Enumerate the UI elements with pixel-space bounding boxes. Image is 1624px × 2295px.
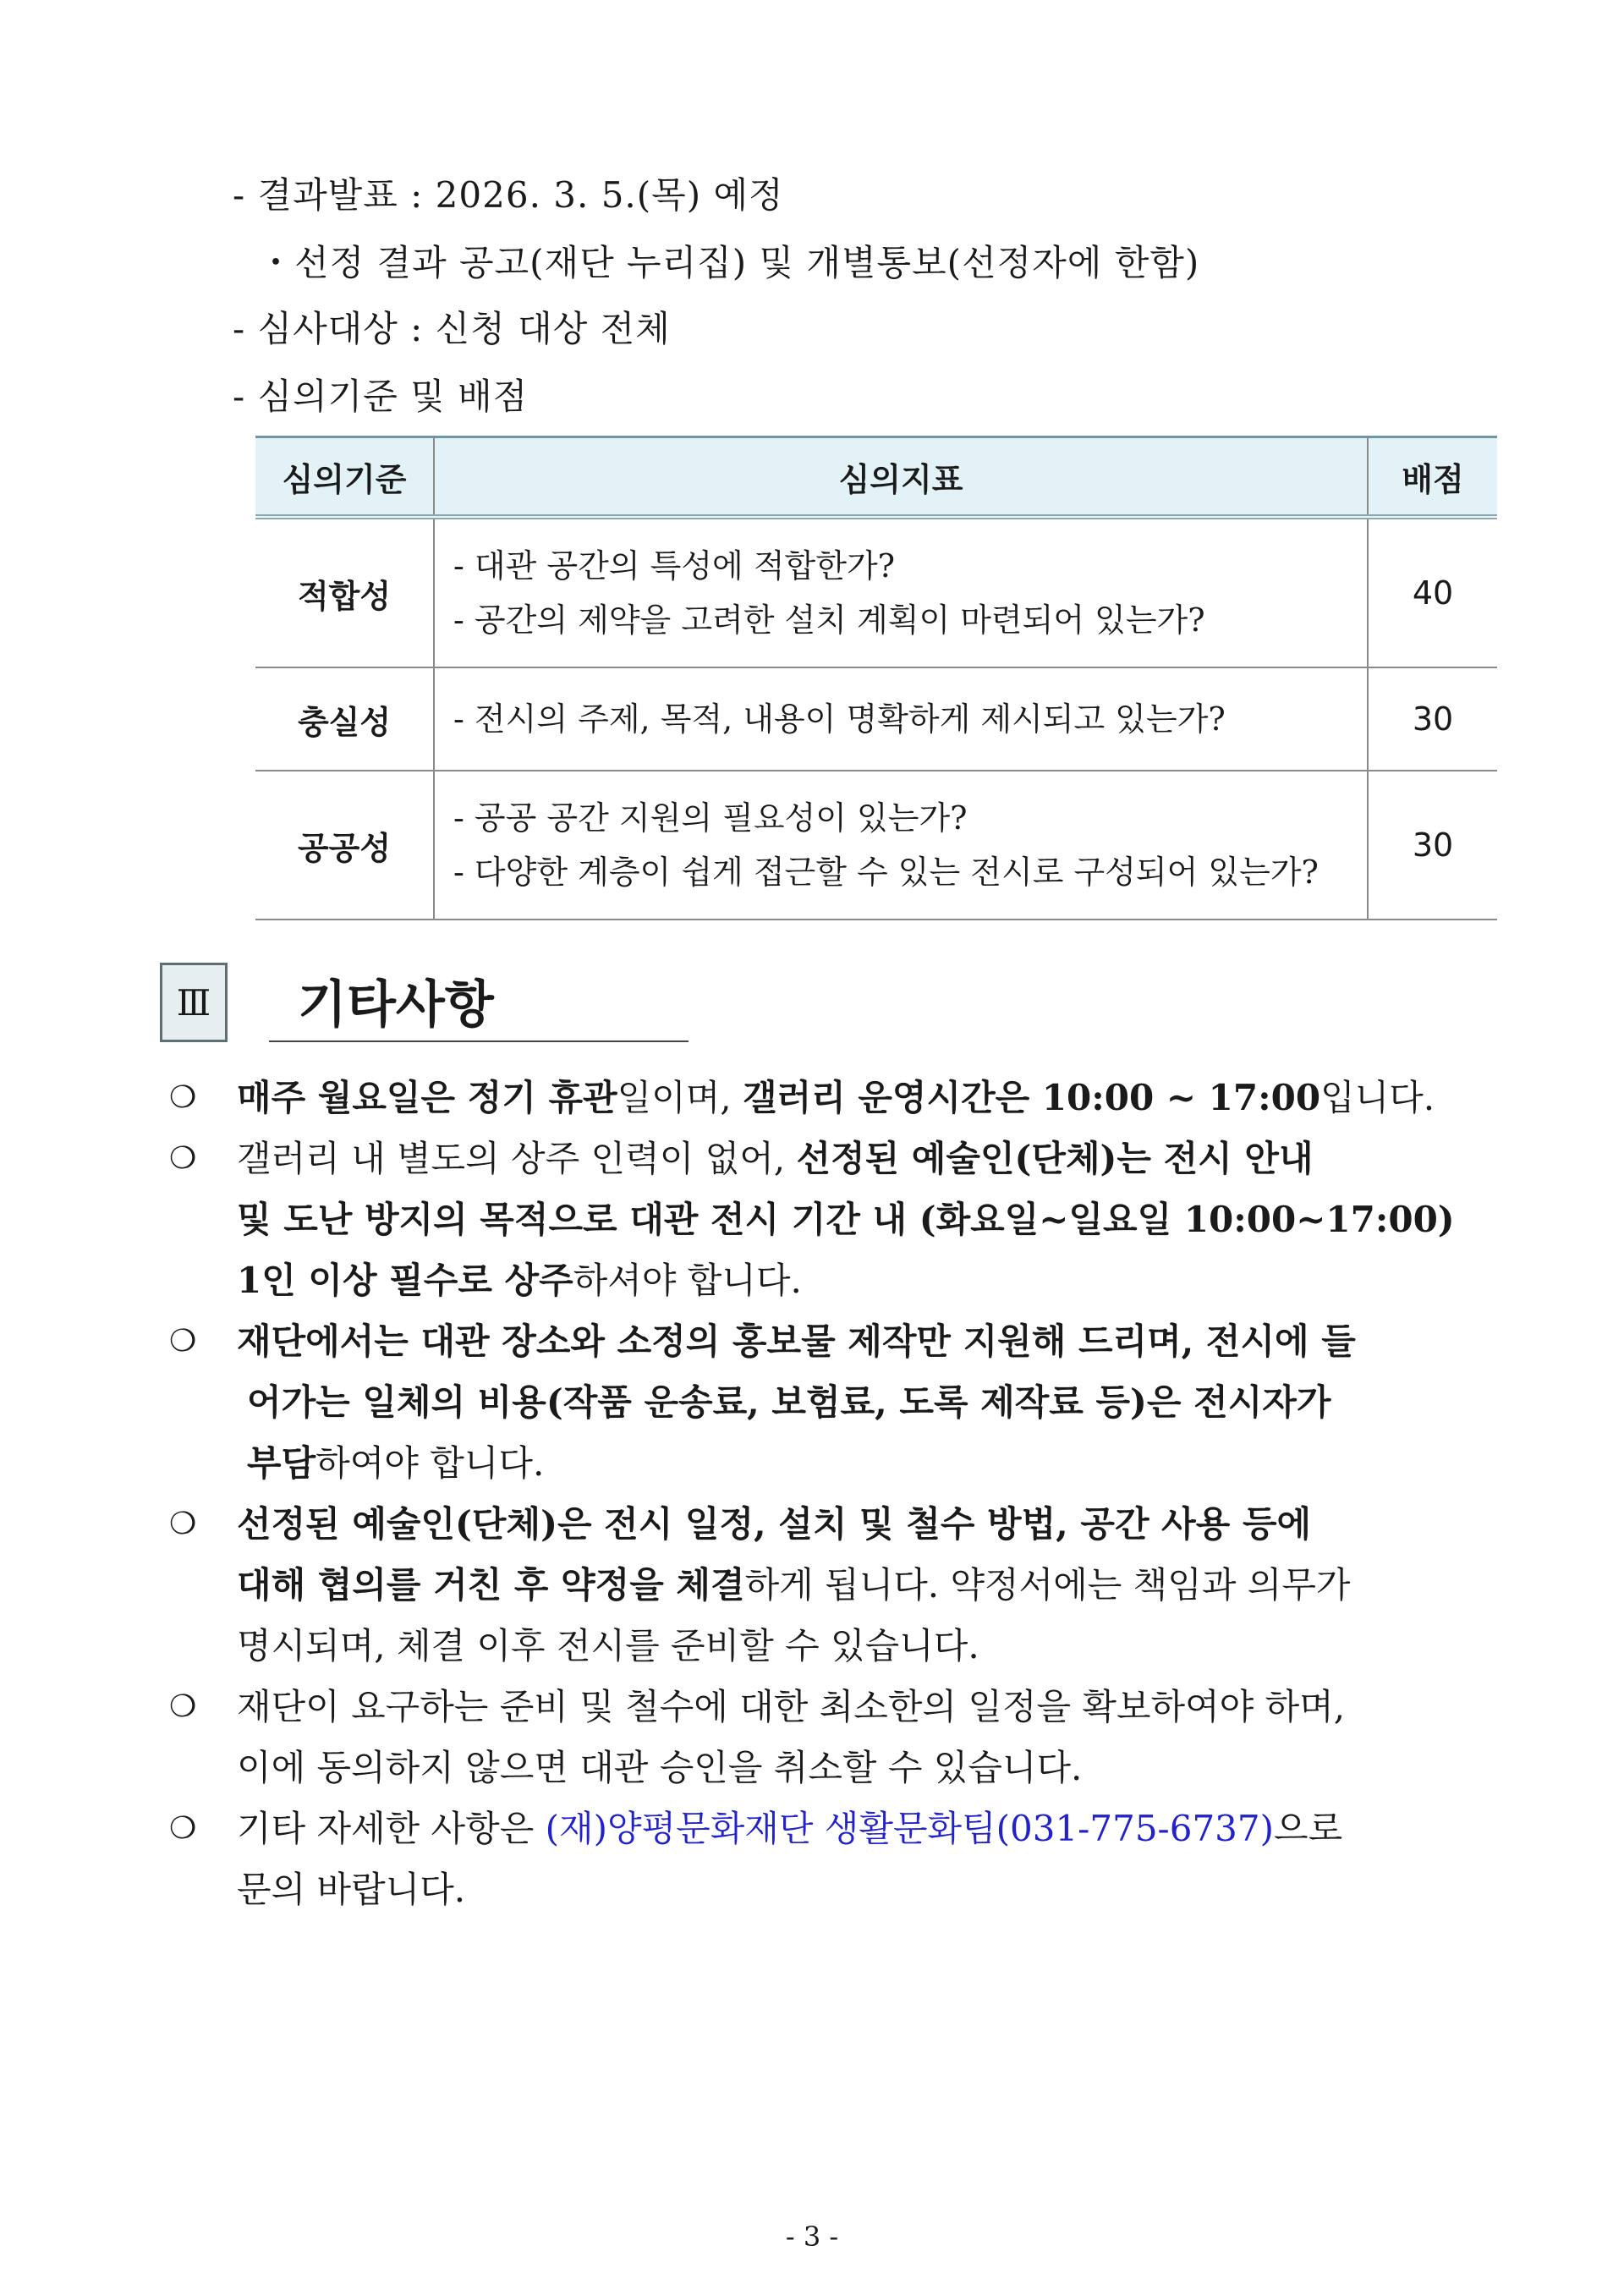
table-header-row bbox=[255, 437, 1497, 518]
bullet-text-bold: 대해 협의를 거친 후 약정을 체결 bbox=[237, 1564, 745, 1606]
selection-notice: ・선정 결과 공고(재단 누리집) 및 개별통보(선정자에 한함) bbox=[258, 242, 1200, 283]
score-cell: 30 bbox=[1368, 667, 1497, 771]
list-item bbox=[169, 1128, 1455, 1311]
list-item bbox=[169, 1068, 1435, 1128]
bullet-text: 기타 자세한 사항은 bbox=[237, 1808, 546, 1849]
bullet-text: 하게 됩니다. 약정서에는 책임과 의무가 bbox=[744, 1564, 1351, 1606]
score-cell: 30 bbox=[1368, 771, 1497, 920]
bullet-text: 문의 바랍니다. bbox=[237, 1869, 466, 1910]
bullet-text: 으로 bbox=[1274, 1808, 1343, 1849]
table-row bbox=[255, 667, 1497, 771]
score-cell: 40 bbox=[1368, 517, 1497, 667]
header-score: 배점 bbox=[1368, 437, 1497, 518]
bullet-text-bold: 및 도난 방지의 목적으로 대관 전시 기간 내 (화요일~일요일 10:00~17:00) bbox=[237, 1199, 1455, 1240]
bullet-text-bold: 선정된 예술인(단체)은 전시 일정, 설치 및 철수 방법, 공간 사용 등에 bbox=[237, 1503, 1312, 1545]
bullet-text-bold: 부담 bbox=[247, 1442, 316, 1484]
table-row bbox=[255, 771, 1497, 920]
review-criteria-heading: - 심의기준 및 배점 bbox=[233, 376, 529, 417]
header-indicator: 심의지표 bbox=[434, 437, 1368, 518]
indicator-cell bbox=[434, 517, 1368, 667]
criteria-table bbox=[255, 436, 1497, 920]
bullet-text: 이에 동의하지 않으면 대관 승인을 취소할 수 있습니다. bbox=[237, 1747, 1083, 1788]
bullet-text-bold: 재단에서는 대관 장소와 소정의 홍보물 제작만 지원해 드리며, 전시에 들 bbox=[237, 1320, 1356, 1362]
section-number-box: Ⅲ bbox=[160, 963, 228, 1042]
section-underline bbox=[269, 1040, 689, 1042]
indicator-text: - 전시의 주제, 목적, 내용이 명확하게 제시되고 있는가? bbox=[453, 700, 1226, 738]
indicator-text: - 공공 공간 지원의 필요성이 있는가? bbox=[453, 799, 968, 837]
criterion-cell: 충실성 bbox=[255, 667, 434, 771]
criterion-cell: 적합성 bbox=[255, 517, 434, 667]
list-item bbox=[169, 1798, 1342, 1920]
indicator-text: - 다양한 계층이 쉽게 접근할 수 있는 전시로 구성되어 있는가? bbox=[453, 854, 1319, 891]
list-item bbox=[169, 1677, 1345, 1798]
bullet-text: 하셔야 합니다. bbox=[573, 1260, 802, 1301]
indicator-text: - 공간의 제약을 고려한 설치 계획이 마련되어 있는가? bbox=[453, 601, 1205, 639]
page-number: - 3 - bbox=[785, 2221, 839, 2253]
indicator-cell bbox=[434, 667, 1368, 771]
bullet-text-bold: 어가는 일체의 비용(작품 운송료, 보험료, 도록 제작료 등)은 전시자가 bbox=[247, 1381, 1331, 1423]
indicator-cell bbox=[434, 771, 1368, 920]
bullet-text-bold: 매주 월요일은 정기 휴관 bbox=[237, 1077, 617, 1118]
list-item bbox=[169, 1311, 1356, 1494]
circle-bullet-icon: ❍ bbox=[169, 1141, 197, 1176]
indicator-text: - 대관 공간의 특성에 적합한가? bbox=[453, 547, 896, 585]
bullet-text: 입니다. bbox=[1320, 1077, 1435, 1118]
table-row bbox=[255, 517, 1497, 667]
header-criterion: 심의기준 bbox=[255, 437, 434, 518]
circle-bullet-icon: ❍ bbox=[169, 1080, 197, 1115]
review-target: - 심사대상 : 신청 대상 전체 bbox=[233, 308, 671, 349]
circle-bullet-icon: ❍ bbox=[169, 1811, 197, 1846]
circle-bullet-icon: ❍ bbox=[169, 1507, 197, 1541]
bullet-text: 갤러리 내 별도의 상주 인력이 없어, bbox=[237, 1138, 797, 1179]
bullet-text: 명시되며, 체결 이후 전시를 준비할 수 있습니다. bbox=[237, 1625, 979, 1666]
contact-info: (재)양평문화재단 생활문화팀(031-775-6737) bbox=[545, 1808, 1274, 1849]
result-announcement: - 결과발표 : 2026. 3. 5.(목) 예정 bbox=[233, 174, 784, 216]
bullet-text: 일이며, bbox=[617, 1077, 743, 1118]
criterion-cell: 공공성 bbox=[255, 771, 434, 920]
bullet-text-bold: 1인 이상 필수로 상주 bbox=[237, 1260, 573, 1301]
bullet-text: 재단이 요구하는 준비 및 철수에 대한 최소한의 일정을 확보하여야 하며, bbox=[237, 1686, 1346, 1727]
list-item bbox=[169, 1494, 1350, 1677]
bullet-text-bold: 선정된 예술인(단체)는 전시 안내 bbox=[796, 1138, 1314, 1179]
section-title: 기타사항 bbox=[298, 975, 494, 1035]
circle-bullet-icon: ❍ bbox=[169, 1324, 197, 1359]
bullet-text-bold: 갤러리 운영시간은 10:00 ~ 17:00 bbox=[743, 1077, 1321, 1118]
bullet-text: 하여야 합니다. bbox=[315, 1442, 545, 1484]
circle-bullet-icon: ❍ bbox=[169, 1689, 197, 1724]
